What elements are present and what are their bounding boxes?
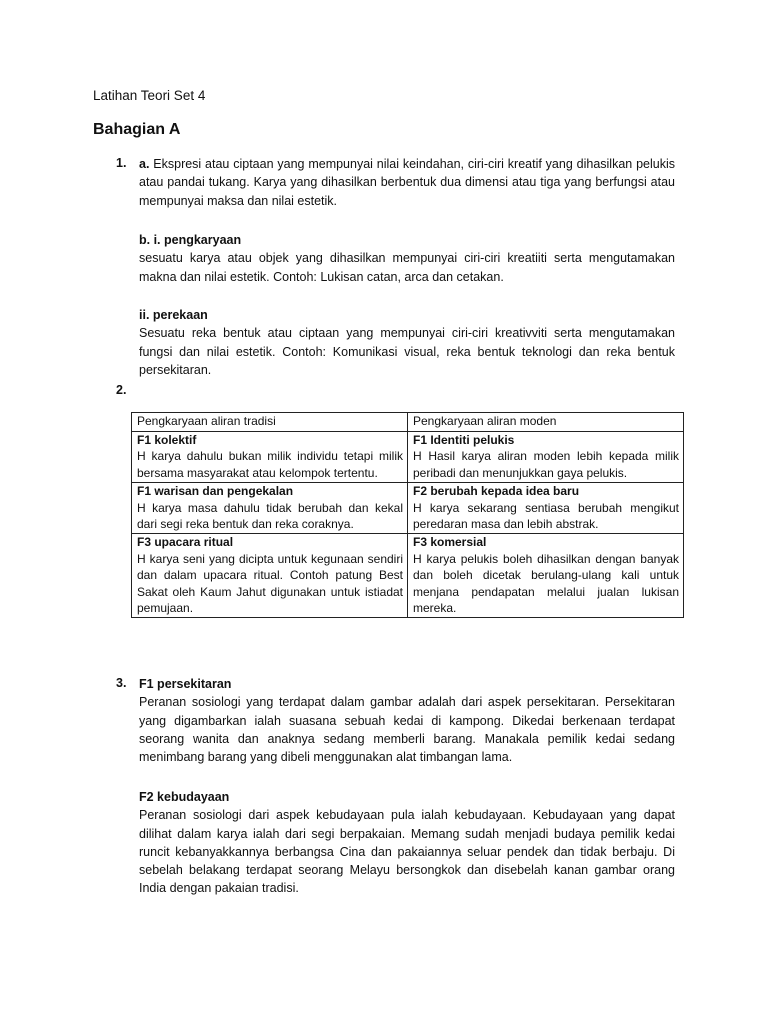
table-row [132,432,684,483]
cell-body: H karya masa dahulu tidak berubah dan kekal dari segi reka bentuk dan reka coraknya. [137,500,403,532]
question-1-part-a [139,155,675,210]
part-b-ii-text: Sesuatu reka bentuk atau ciptaan yang mempunyai ciri-ciri kreativviti serta mengutamakan fungsi dan nilai estetik. Contoh: Komunikasi visual, reka bentuk teknologi dan reka bentuk persekitaran. [139,326,675,377]
part-b-ii-heading: ii. perekaan [139,308,208,322]
table-cell [132,432,408,483]
question-3-f1 [139,675,675,766]
f1-heading: F1 persekitaran [139,677,232,691]
table-row [132,483,684,534]
question-1-part-b-i [139,231,675,286]
question-1-number: 1. [116,156,127,170]
cell-body: H Hasil karya aliran moden lebih kepada milik peribadi dan menunjukkan gaya pelukis. [413,449,679,480]
table-header-row [132,413,684,432]
cell-title: F3 komersial [413,535,487,550]
cell-title: F1 kolektif [137,433,197,447]
f2-heading: F2 kebudayaan [139,790,230,804]
cell-title: F1 warisan dan pengekalan [137,484,294,499]
table-header-modern: Pengkaryaan aliran moden [408,413,684,432]
table-cell [408,483,684,534]
section-heading: Bahagian A [93,121,181,138]
question-2-number: 2. [116,383,127,397]
f1-text: Peranan sosiologi yang terdapat dalam gambar adalah dari aspek persekitaran. Persekitaran yang digambarkan ialah suasana sebuah kedai di kampong. Dikedai berkenaan terdapat seorang wanita dan anaknya sedang memberli barang. Manakala pemilik kedai sedang menimbang barang yang dibeli menggunakan alat timbangan lama. [139,695,675,765]
part-a-label: a. [139,157,150,171]
cell-title: F2 berubah kepada idea baru [413,484,580,499]
table-row [132,534,684,618]
table-cell [132,483,408,534]
cell-body: H karya dahulu bukan milik individu tetapi milik bersama masyarakat atau kelompok tertentu. [137,449,403,480]
part-b-i-heading: b. i. pengkaryaan [139,233,242,247]
cell-body: H karya pelukis boleh dihasilkan dengan banyak dan boleh dicetak berulang-ulang kali untuk menjana pendapatan melalui jualan lukisan mereka. [413,551,679,616]
comparison-table [131,412,684,618]
cell-body: H karya sekarang sentiasa berubah mengikut peredaran masa dan lebih abstrak. [413,500,679,532]
question-1-part-b-ii [139,306,675,379]
cell-body: H karya seni yang dicipta untuk kegunaan sendiri dan dalam upacara ritual. Contoh patung Best Sakat oleh Kaum Jahut digunakan untuk istiadat pemujaan. [137,551,403,616]
part-b-i-text: sesuatu karya atau objek yang dihasilkan mempunyai ciri-ciri kreatiiti serta mengutamakan makna dan nilai estetik. Contoh: Lukisan catan, arca dan cetakan. [139,251,675,284]
document-title: Latihan Teori Set 4 [93,88,206,103]
cell-title: F3 upacara ritual [137,535,234,550]
part-a-text: Ekspresi atau ciptaan yang mempunyai nilai keindahan, ciri-ciri kreatif yang dihasilkan pelukis atau pandai tukang. Karya yang dihasilkan berbentuk dua dimensi atau tiga yang berfungsi atau mempunyai maksa dan nilai estetik. [139,157,675,208]
f2-text: Peranan sosiologi dari aspek kebudayaan pula ialah kebudayaan. Kebudayaan yang dapat dilihat dalam karya ialah dari segi berpakaian. Memang sudah menjadi budaya pemilik kedai runcit kebanyakkannya berbangsa Cina dan pakaiannya seluar pendek dan tidak berbaju. Di sebelah belakang terdapat seorang Melayu bersongkok dan disebelah kanan gambar orang India dengan pakaian tradisi. [139,808,675,896]
table-cell [132,534,408,618]
table-cell [408,534,684,618]
question-3-f2 [139,788,675,898]
table-cell [408,432,684,483]
table-header-traditional: Pengkaryaan aliran tradisi [132,413,408,432]
cell-title: F1 Identiti pelukis [413,433,515,447]
question-3-number: 3. [116,676,127,690]
